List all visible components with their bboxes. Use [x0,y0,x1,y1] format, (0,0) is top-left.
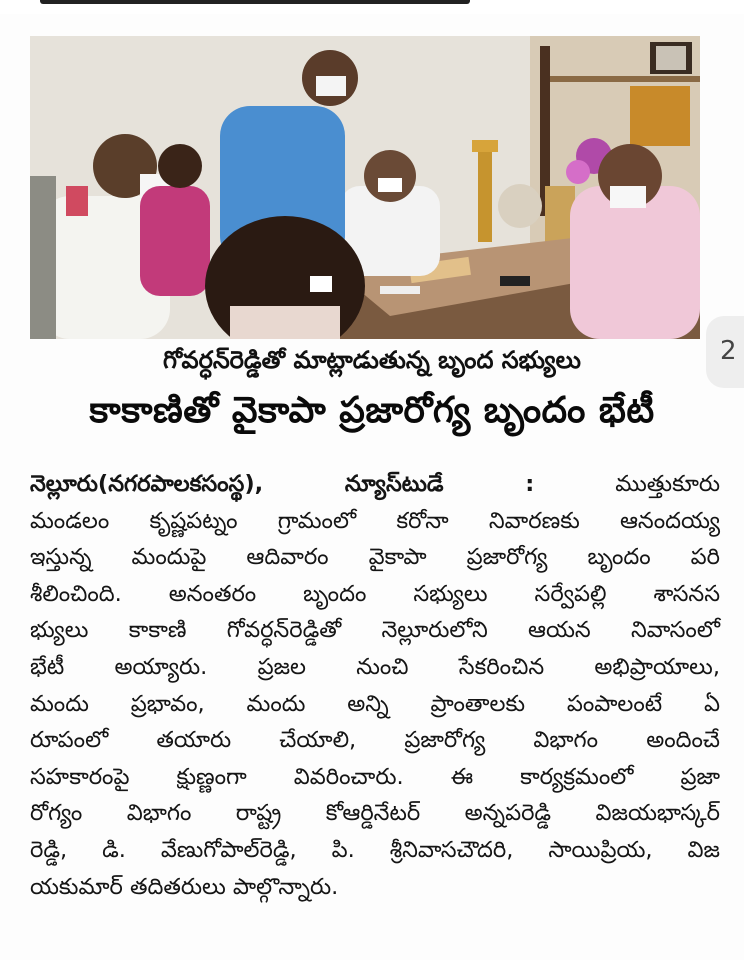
article-line: సహకారంపై క్షుణ్ణంగా వివరించారు. ఈ కార్యక్రమంలో ప్రజా [30,763,720,790]
article-line: మండలం కృష్ణపట్నం గ్రామంలో కరోనా నివారణకు ఆనందయ్య [30,507,720,534]
article-line: యకుమార్ తదితరులు పాల్గొన్నారు. [30,873,339,900]
article-line: ఇస్తున్న మందుపై ఆదివారం వైకాపా ప్రజారోగ్య బృందం పరి [30,544,720,571]
top-edge-strip [0,0,744,14]
article-line: భ్యులు కాకాణి గోవర్ధన్‌రెడ్డితో నెల్లూరులోని ఆయన నివాసంలో [30,617,720,644]
news-photo-meeting-icon [30,36,700,339]
page-number: 2 [720,336,737,366]
article-first-line [30,466,720,503]
article-line: శీలించింది. అనంతరం బృందం సభ్యులు సర్వేపల్లి శాసనస [30,580,720,607]
news-photo [30,36,700,339]
article-headline: కాకాణితో వైకాపా ప్రజారోగ్య బృందం భేటీ [89,390,655,431]
article-body [30,466,720,905]
article-line: భేటీ అయ్యారు. ప్రజల నుంచి సేకరించిన అభిప్రాయాలు, [30,653,720,680]
article-first-line-rest: ముత్తుకూరు [615,471,720,497]
top-rule [40,0,470,4]
article-dateline: నెల్లూరు(నగరపాలకసంస్థ), న్యూస్‌టుడే : [30,471,535,497]
article-line: రెడ్డి, డి. వేణుగోపాల్‌రెడ్డి, పి. శ్రీనివాసచౌదరి, సాయిప్రియ, విజ [30,836,720,863]
photo-caption: గోవర్ధన్‌రెడ్డితో మాట్లాడుతున్న బృంద సభ్యులు [163,346,581,374]
article-line: రూపంలో తయారు చేయాలి, ప్రజారోగ్య విభాగం అందించే [30,727,720,754]
article-line: మందు ప్రభావం, మందు అన్ని ప్రాంతాలకు పంపాలంటే ఏ [30,690,720,717]
article-line: రోగ్యం విభాగం రాష్ట్ర కోఆర్డినేటర్ అన్నపరెడ్డి విజయభాస్కర్ [30,800,720,827]
